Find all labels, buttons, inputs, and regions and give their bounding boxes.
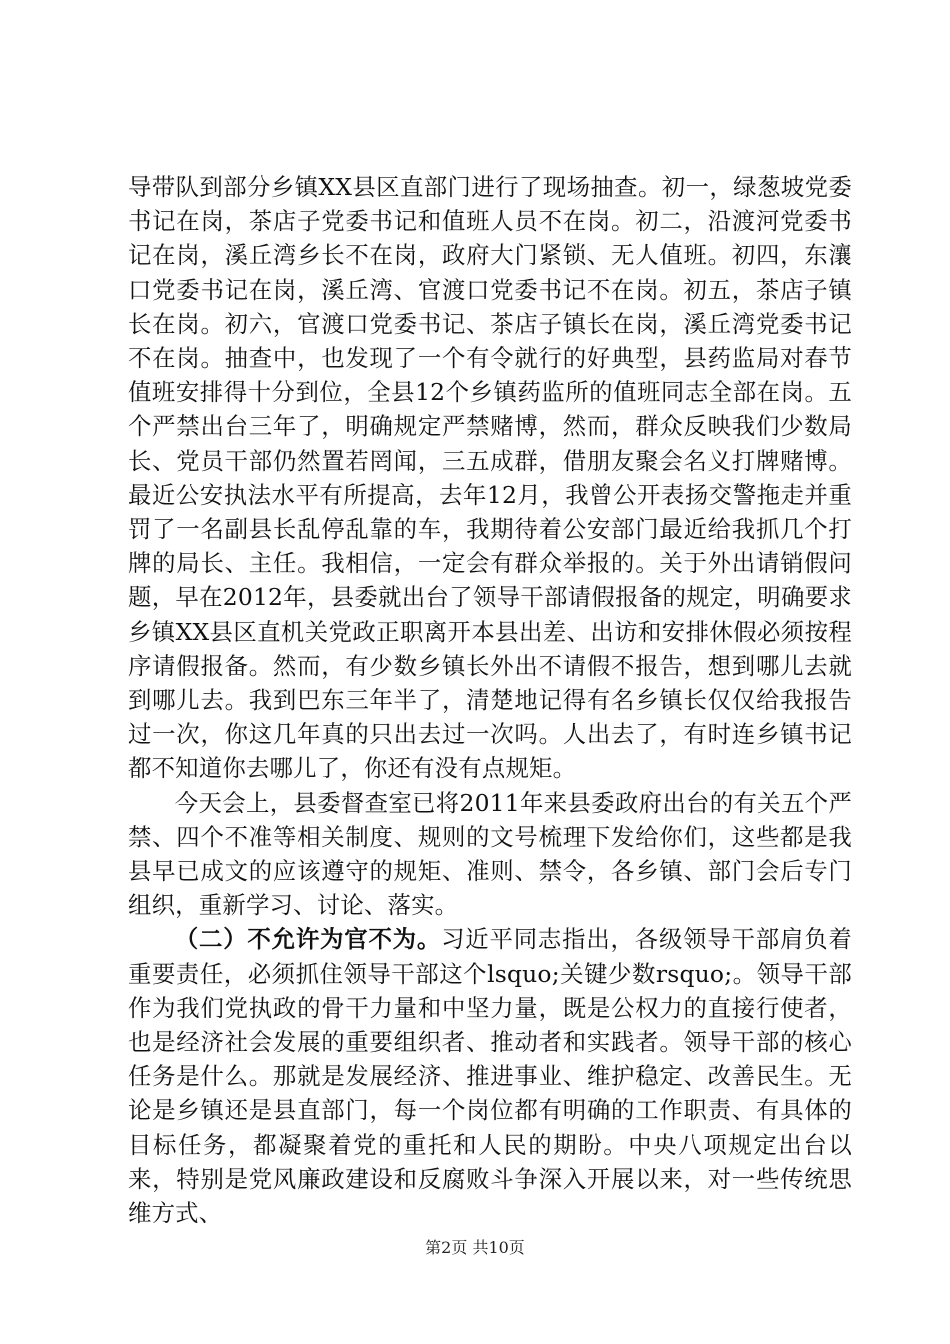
paragraph-1-text: 导带队到部分乡镇XX县区直部门进行了现场抽查。初一，绿葱坡党委书记在岗，茶店子党委书记和值班人员不在岗。初二，沿渡河党委书记在岗，溪丘湾乡长不在岗，政府大门紧锁、无人值班。初四，东瀼口党委书记在岗，溪丘湾、官渡口党委书记不在岗。初五，茶店子镇长在岗。初六，官渡口党委书记、茶店子镇长在岗，溪丘湾党委书记不在岗。抽查中，也发现了一个有令就行的好典型，县药监局对春节值班安排得十分到位，全县12个乡镇药监所的值班同志全部在岗。五个严禁出台三年了，明确规定严禁赌博，然而，群众反映我们少数局长、党员干部仍然置若罔闻，三五成群，借朋友聚会名义打牌赌博。最近公安执法水平有所提高，去年12月，我曾公开表扬交警拖走并重罚了一名副县长乱停乱靠的车，我期待着公安部门最近给我抓几个打牌的局长、主任。我相信，一定会有群众举报的。关于外出请销假问题，早在2012年，县委就出台了领导干部请假报备的规定，明确要求乡镇XX县区直机关党政正职离开本县出差、出访和安排休假必须按程序请假报备。然而，有少数乡镇长外出不请假不报告，想到哪儿去就到哪儿去。我到巴东三年半了，清楚地记得有名乡镇长仅仅给我报告过一次，你这几年真的只出去过一次吗。人出去了，有时连乡镇书记都不知道你去哪儿了，你还有没有点规矩。 (128, 173, 852, 783)
paragraph-1 (128, 170, 852, 786)
section-heading: （二）不允许为官不为。 (174, 925, 442, 954)
paragraph-2-text: 今天会上，县委督查室已将2011年来县委政府出台的有关五个严禁、四个不准等相关制度、规则的文号梳理下发给你们，这些都是我县早已成文的应该遵守的规矩、准则、禁令，各乡镇、部门会后专门组织，重新学习、讨论、落实。 (128, 788, 852, 920)
paragraph-3-text: 习近平同志指出，各级领导干部肩负着重要责任，必须抓住领导干部这个lsquo;关键少数rsquo;。领导干部作为我们党执政的骨干力量和中坚力量，既是公权力的直接行使者，也是经济社会发展的重要组织者、推动者和实践者。领导干部的核心任务是什么。那就是发展经济、推进事业、维护稳定、改善民生。无论是乡镇还是县直部门，每一个岗位都有明确的工作职责、有具体的目标任务，都凝聚着党的重托和人民的期盼。中央八项规定出台以来，特别是党风廉政建设和反腐败斗争深入开展以来，对一些传统思维方式、 (128, 925, 853, 1228)
paragraph-3 (128, 922, 852, 1230)
document-body (128, 170, 852, 1230)
paragraph-2 (128, 786, 852, 923)
page-footer (0, 1238, 950, 1258)
page-number: 第2页 共10页 (425, 1238, 525, 1257)
